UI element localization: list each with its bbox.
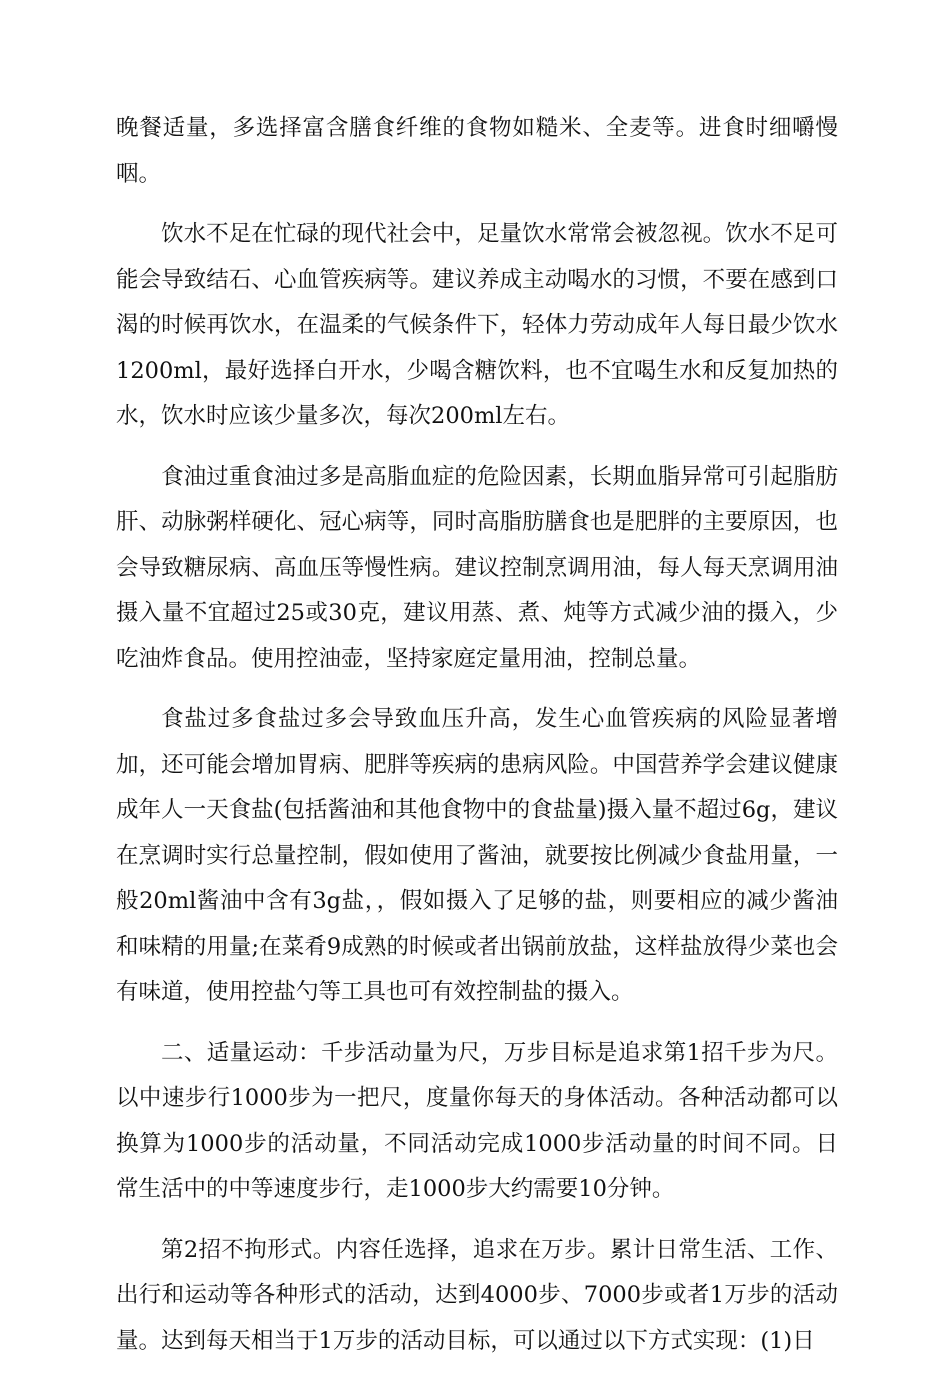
paragraph-exercise: 二、适量运动：千步活动量为尺，万步目标是追求第1招千步为尺。以中速步行1000步为一把尺，度量你每天的身体活动。各种活动都可以换算为1000步的活动量，不同活动完成1000步活动量的时间不同。日常生活中的中等速度步行，走1000步大约需要10分钟。 xyxy=(116,1039,838,1202)
paragraph-dinner: 晚餐适量，多选择富含膳食纤维的食物如糙米、全麦等。进食时细嚼慢咽。 xyxy=(116,115,838,187)
paragraph-oil: 食油过重食油过多是高脂血症的危险因素，长期血脂异常可引起脂肪肝、动脉粥样硬化、冠心病等，同时高脂肪膳食也是肥胖的主要原因，也会导致糖尿病、高血压等慢性病。建议控制烹调用油，每人每天烹调用油摄入量不宜超过25或30克，建议用蒸、煮、炖等方式减少油的摄入，少吃油炸食品。使用控油壶，坚持家庭定量用油，控制总量。 xyxy=(116,463,838,672)
paragraph-water: 饮水不足在忙碌的现代社会中，足量饮水常常会被忽视。饮水不足可能会导致结石、心血管疾病等。建议养成主动喝水的习惯，不要在感到口渴的时候再饮水，在温柔的气候条件下，轻体力劳动成年人每日最少饮水1200ml，最好选择白开水，少喝含糖饮料，也不宜喝生水和反复加热的水，饮水时应该少量多次，每次200ml左右。 xyxy=(116,221,838,429)
paragraph-steps: 第2招不拘形式。内容任选择，追求在万步。累计日常生活、工作、出行和运动等各种形式的活动，达到4000步、7000步或者1万步的活动量。达到每天相当于1万步的活动目标，可以通过以下方式实现：(1)日 xyxy=(116,1236,838,1354)
document-page xyxy=(116,106,838,1379)
paragraph-salt: 食盐过多食盐过多会导致血压升高，发生心血管疾病的风险显著增加，还可能会增加胃病、肥胖等疾病的患病风险。中国营养学会建议健康成年人一天食盐(包括酱油和其他食物中的食盐量)摄入量不超过6g，建议在烹调时实行总量控制，假如使用了酱油，就要按比例减少食盐用量，一般20ml酱油中含有3g盐，，假如摄入了足够的盐，则要相应的减少酱油和味精的用量;在菜肴9成熟的时候或者出锅前放盐，这样盐放得少菜也会有味道，使用控盐勺等工具也可有效控制盐的摄入。 xyxy=(116,706,838,1005)
